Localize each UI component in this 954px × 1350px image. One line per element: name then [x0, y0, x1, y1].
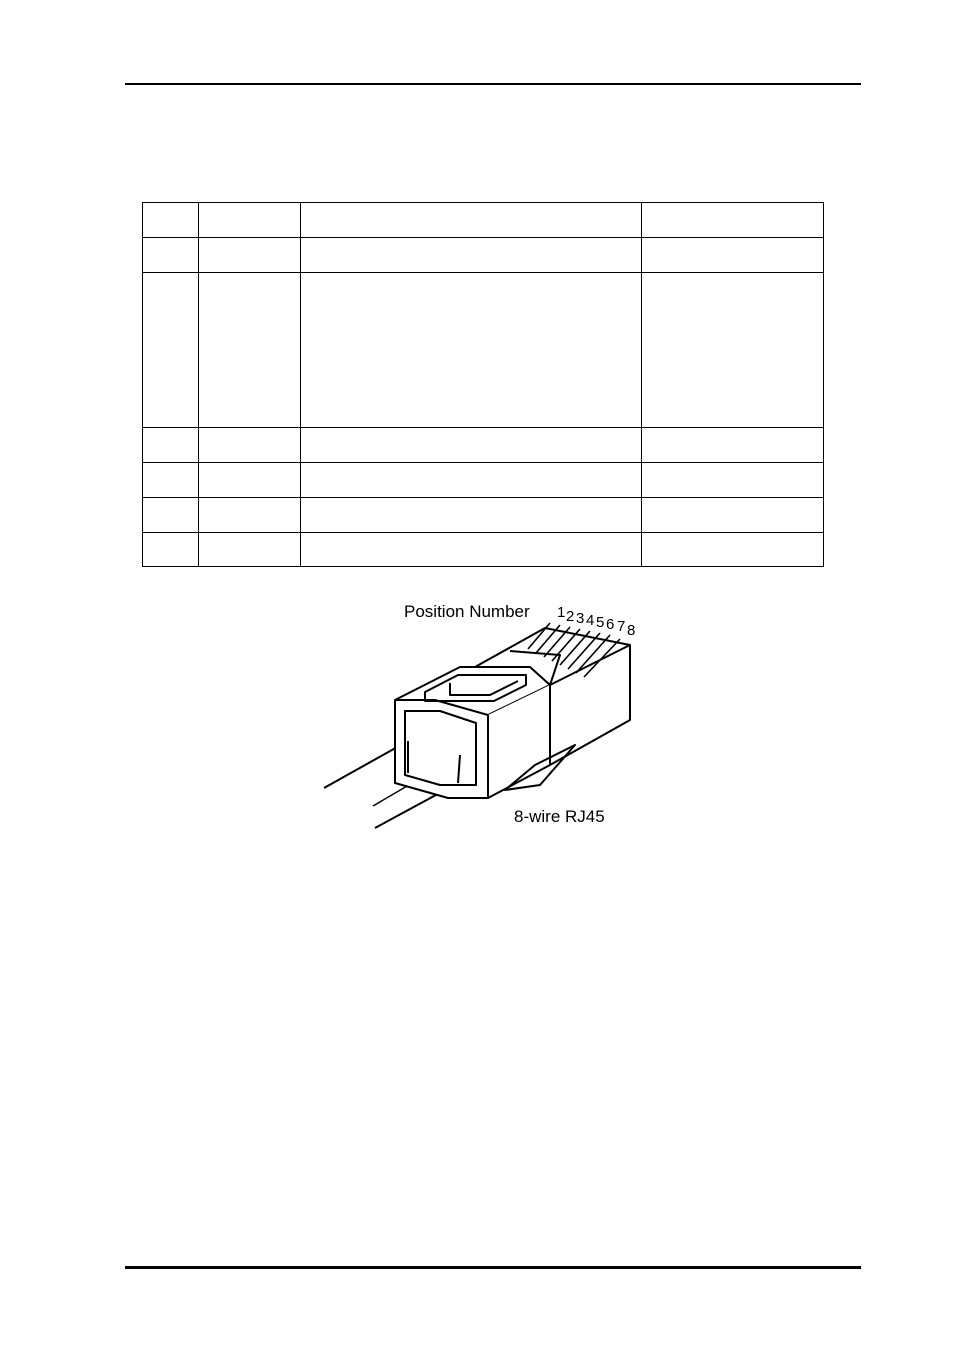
table-cell — [301, 463, 642, 498]
table-cell — [199, 463, 301, 498]
pin-number: 6 — [606, 616, 615, 633]
position-number-label: Position Number — [404, 602, 530, 621]
pin-assignment-table — [142, 202, 824, 567]
table-cell — [642, 273, 824, 428]
table-cell — [301, 533, 642, 567]
pin-number: 2 — [566, 608, 575, 625]
rj45-caption: 8-wire RJ45 — [514, 807, 605, 826]
table-row — [143, 533, 824, 567]
table-cell — [143, 533, 199, 567]
table-cell — [143, 463, 199, 498]
table-cell — [301, 273, 642, 428]
table-cell — [642, 203, 824, 238]
table-cell — [199, 203, 301, 238]
table-cell — [143, 203, 199, 238]
table-cell — [199, 533, 301, 567]
footer-rule — [125, 1266, 861, 1269]
rj45-connector-drawing — [300, 595, 660, 840]
pin-number: 7 — [617, 618, 626, 635]
pin-number: 3 — [576, 610, 585, 627]
pin-number: 1 — [557, 604, 566, 621]
table-cell — [642, 238, 824, 273]
table-cell — [301, 428, 642, 463]
pin-number: 5 — [596, 614, 605, 631]
table-cell — [301, 498, 642, 533]
table-row — [143, 428, 824, 463]
table-cell — [301, 238, 642, 273]
pin-number: 4 — [586, 612, 595, 629]
latch-tab — [425, 675, 526, 701]
table-row — [143, 273, 824, 428]
table-cell — [143, 498, 199, 533]
table-cell — [199, 498, 301, 533]
pin-number: 8 — [627, 622, 636, 639]
table-cell — [199, 273, 301, 428]
table-cell — [199, 238, 301, 273]
rj45-connector-figure — [300, 595, 660, 840]
table-cell — [143, 238, 199, 273]
table-cell — [642, 533, 824, 567]
header-rule — [125, 83, 861, 85]
table-row — [143, 238, 824, 273]
table-cell — [642, 463, 824, 498]
table-cell — [199, 428, 301, 463]
latch-tab-inner — [450, 681, 518, 695]
table-cell — [143, 273, 199, 428]
table-cell — [642, 498, 824, 533]
table-row — [143, 498, 824, 533]
table-header-row — [143, 203, 824, 238]
table-cell — [301, 203, 642, 238]
table-cell — [642, 428, 824, 463]
table-row — [143, 463, 824, 498]
table-cell — [143, 428, 199, 463]
